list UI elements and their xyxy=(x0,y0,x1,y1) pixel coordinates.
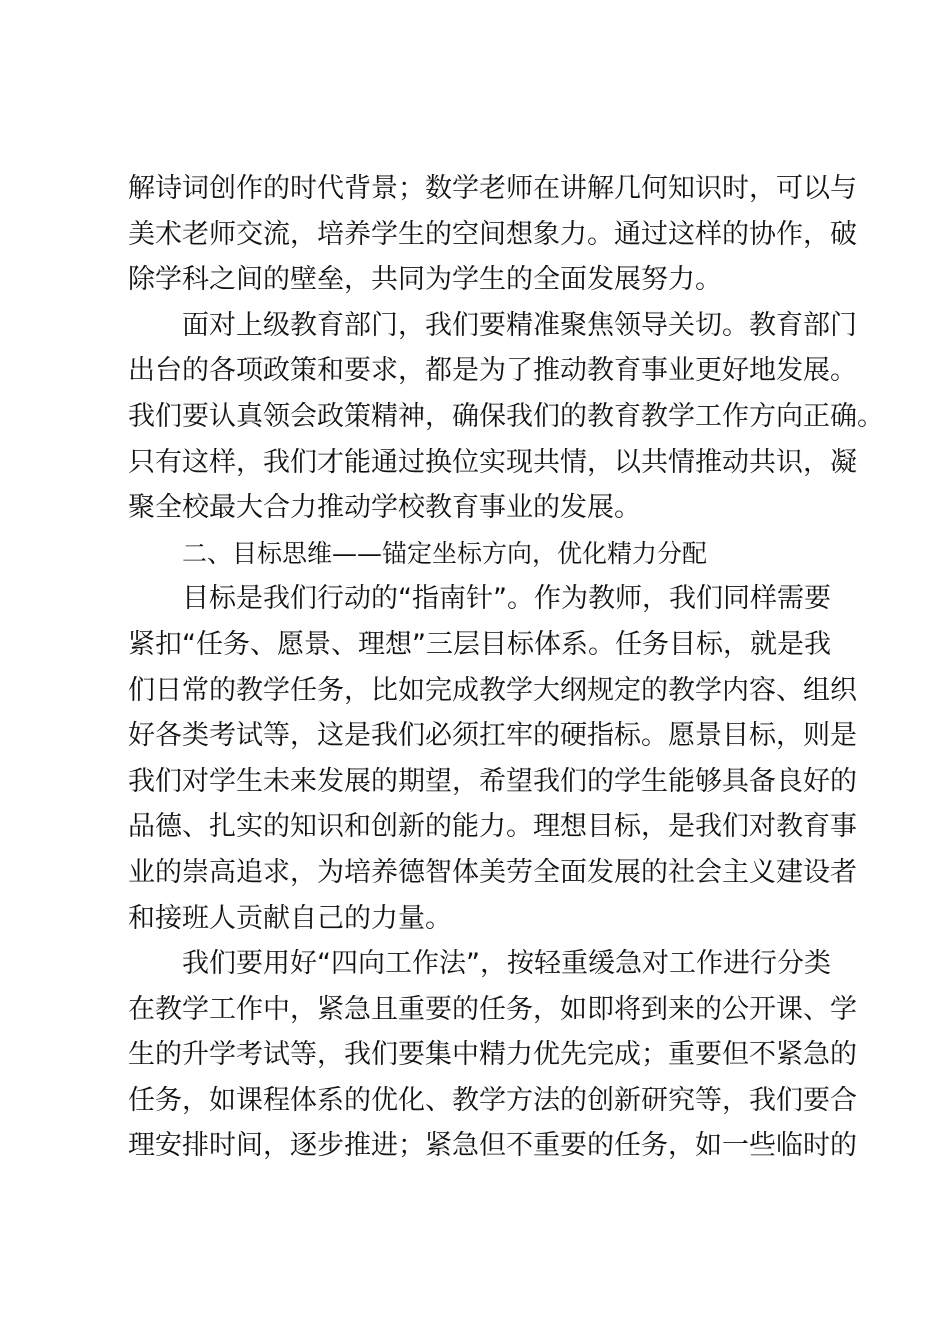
text-line: 和接班人贡献自己的力量。 xyxy=(128,902,452,934)
text-line: 在教学工作中，紧急且重要的任务，如即将到来的公开课、学 xyxy=(128,993,857,1025)
text-line: 除学科之间的壁垒，共同为学生的全面发展努力。 xyxy=(128,264,722,296)
text-line: 好各类考试等，这是我们必须扛牢的硬指标。愿景目标，则是 xyxy=(128,720,857,752)
text-line: 我们对学生未来发展的期望，希望我们的学生能够具备良好的 xyxy=(128,765,857,797)
text-line: 业的崇高追求，为培养德智体美劳全面发展的社会主义建设者 xyxy=(128,856,857,888)
text-line: 面对上级教育部门，我们要精准聚焦领导关切。教育部门 xyxy=(182,309,857,341)
text-line: 目标是我们行动的“指南针”。作为教师，我们同样需要 xyxy=(182,583,831,615)
text-line: 解诗词创作的时代背景；数学老师在讲解几何知识时，可以与 xyxy=(128,173,857,204)
section-heading: 二、目标思维——锚定坐标方向，优化精力分配 xyxy=(182,538,708,568)
text-line: 聚全校最大合力推动学校教育事业的发展。 xyxy=(128,492,641,524)
text-line: 们日常的教学任务，比如完成教学大纲规定的教学内容、组织 xyxy=(128,674,857,706)
text-line: 美术老师交流，培养学生的空间想象力。通过这样的协作，破 xyxy=(128,218,857,250)
text-line: 出台的各项政策和要求，都是为了推动教育事业更好地发展。 xyxy=(128,355,857,387)
text-line: 只有这样，我们才能通过换位实现共情，以共情推动共识，凝 xyxy=(128,446,857,478)
text-line: 紧扣“任务、愿景、理想”三层目标体系。任务目标，就是我 xyxy=(128,628,831,660)
text-line: 生的升学考试等，我们要集中精力优先完成；重要但不紧急的 xyxy=(128,1039,857,1071)
text-line: 我们要认真领会政策精神，确保我们的教育教学工作方向正确。 xyxy=(128,400,884,432)
document-body xyxy=(128,166,884,1169)
text-line: 品德、扎实的知识和创新的能力。理想目标，是我们对教育事 xyxy=(128,811,857,843)
text-line: 理安排时间，逐步推进；紧急但不重要的任务，如一些临时的 xyxy=(128,1130,857,1162)
text-line: 任务，如课程体系的优化、教学方法的创新研究等，我们要合 xyxy=(128,1084,857,1116)
text-line: 我们要用好“四向工作法”，按轻重缓急对工作进行分类 xyxy=(182,948,831,980)
